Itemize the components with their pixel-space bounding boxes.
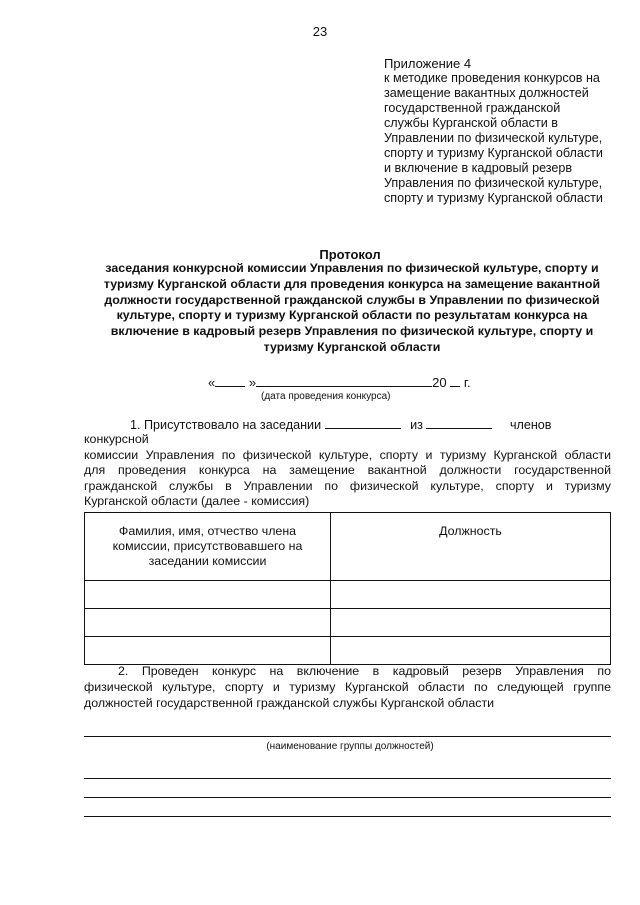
members-table-header [85,513,611,581]
header-position-cell: Должность [331,513,611,581]
member-name-cell[interactable] [85,637,331,665]
paragraph1-first-line [130,416,552,432]
appendix-line: службы Курганской области в [384,116,558,130]
paragraph1-part-c: членов [509,418,552,432]
protocol-title: Протокол [319,247,381,262]
appendix-line: и включение в кадровый резерв [384,161,573,175]
protocol-subtitle [84,261,620,356]
protocol-subtitle-line: культуре, спорту и туризму Курганской области по результатам конкурса на [116,308,588,323]
header-name-cell [85,513,331,581]
paragraph2 [84,663,611,711]
paragraph1-line: для проведения конкурса на замещение вакантной должности государственной [84,463,611,478]
appendix-line: замещение вакантных должностей [384,86,589,100]
paragraph2-line: физической культуре, спорту и туризму Курганской области по следующей группе [84,680,611,694]
members-table [84,512,611,665]
present-count-blank[interactable] [325,416,401,429]
total-count-blank[interactable] [426,416,492,429]
appendix-line: спорту и туризму Курганской области [384,146,603,160]
appendix-line: к методике проведения конкурсов на [384,71,600,85]
appendix-line: Управления по физической культуре, [384,176,603,190]
paragraph2-line: должностей государственной гражданской службы Курганской области [84,696,495,710]
date-close-quote: » [248,375,257,390]
table-row [85,609,611,637]
member-name-cell[interactable] [85,581,331,609]
paragraph1-part-b: из [410,418,423,432]
paragraph1-body [84,432,611,510]
member-name-cell[interactable] [85,609,331,637]
paragraph1-line: гражданской службы в Управлении по физической культуре, спорту и туризму [84,478,611,493]
protocol-subtitle-line: заседания конкурсной комиссии Управления по физической культуре, спорту и [105,261,599,275]
protocol-subtitle-line: туризму Курганской области для проведения конкурса на замещение вакантной [103,276,601,291]
blank-line[interactable] [84,816,611,817]
protocol-subtitle-line: туризму Курганской области [263,339,441,354]
table-row [85,637,611,665]
date-day-blank[interactable] [215,374,245,387]
date-month-blank[interactable] [256,374,432,387]
page-number: 23 [312,24,328,39]
paragraph1-line: Курганской области (далее - комиссия) [84,494,310,509]
appendix-line: спорту и туризму Курганской области [384,191,603,205]
header-name-line: заседании комиссии [148,554,267,568]
protocol-subtitle-line: включение в кадровый резерв Управления по физической культуре, спорту и [110,324,594,339]
appendix-block [384,56,620,206]
appendix-line: Приложение 4 [384,56,472,71]
header-name-line: комиссии, присутствовавшего на [112,539,303,553]
blank-line[interactable] [84,778,611,779]
paragraph1-line: конкурсной [84,432,149,446]
appendix-line: государственной гражданской [384,101,561,115]
paragraph1-line: комиссии Управления по физической культуре, спорту и туризму Курганской области [84,447,611,462]
member-position-cell[interactable] [331,581,611,609]
member-position-cell[interactable] [331,609,611,637]
group-caption: (наименование группы должностей) [266,741,434,752]
date-year-prefix: 20 [432,375,447,390]
paragraph2-line: 2. Проведен конкурс на включение в кадровый резерв Управления по [118,664,611,678]
date-caption: (дата проведения конкурса) [261,391,391,402]
group-name-line[interactable] [84,736,611,737]
date-year-blank[interactable] [450,374,460,387]
table-row [85,581,611,609]
date-line [208,374,471,390]
protocol-subtitle-line: должности государственной гражданской службы в Управлении по физической [104,292,600,307]
date-year-suffix: г. [463,375,471,390]
header-name-line: Фамилия, имя, отчество члена [118,524,297,538]
member-position-cell[interactable] [331,637,611,665]
blank-line[interactable] [84,797,611,798]
appendix-line: Управлении по физической культуре, [384,131,603,145]
date-open-quote: « [208,375,216,390]
paragraph1-part-a: 1. Присутствовало на заседании [130,418,322,432]
